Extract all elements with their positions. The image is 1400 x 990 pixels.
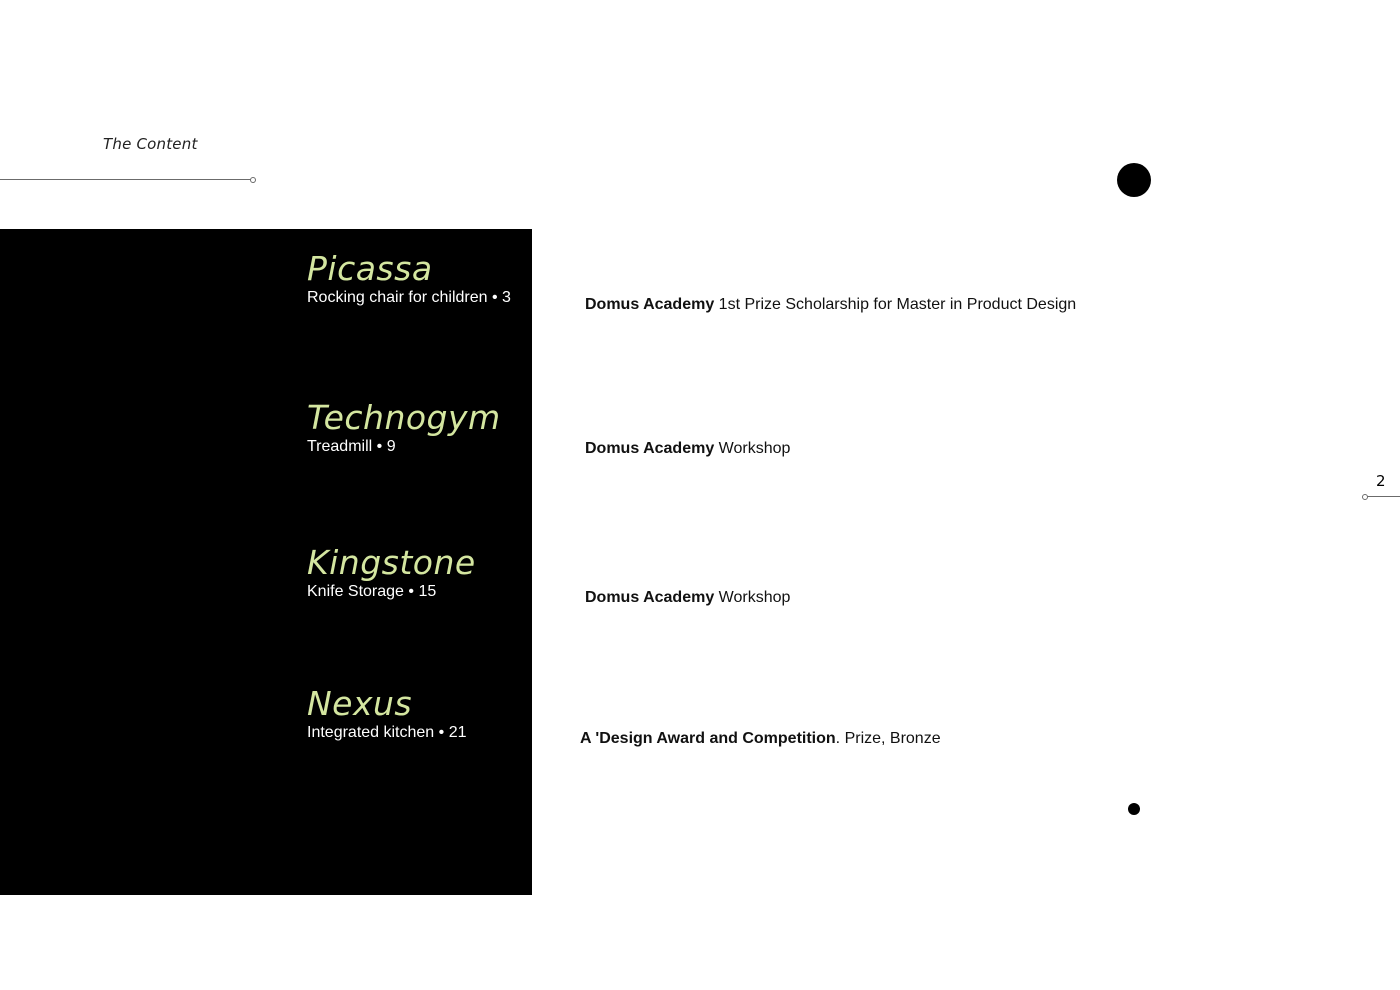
project-name: Kingstone	[307, 543, 476, 582]
award-organization: Domus Academy	[585, 296, 715, 313]
project-item-technogym[interactable]	[307, 400, 501, 456]
award-description: Workshop	[714, 440, 791, 457]
award-line	[585, 589, 790, 607]
award-organization: Domus Academy	[585, 589, 715, 606]
project-subtitle: Knife Storage • 15	[307, 583, 437, 600]
award-organization: A 'Design Award and Competition	[580, 730, 836, 747]
page-rule-node	[1362, 494, 1368, 500]
header-rule-node	[250, 177, 256, 183]
page-number: 2	[1376, 472, 1386, 490]
award-description: 1st Prize Scholarship for Master in Product Design	[714, 296, 1077, 313]
large-dot	[1117, 163, 1151, 197]
page-rule	[1367, 496, 1400, 497]
header-rule	[0, 179, 251, 180]
award-line	[585, 440, 790, 458]
award-description: . Prize, Bronze	[835, 730, 941, 747]
project-subtitle: Treadmill • 9	[307, 438, 396, 455]
project-name: Picassa	[307, 249, 433, 288]
project-subtitle: Integrated kitchen • 21	[307, 724, 467, 741]
section-title: The Content	[103, 135, 198, 153]
award-description: Workshop	[714, 589, 791, 606]
award-line	[580, 730, 941, 748]
award-organization: Domus Academy	[585, 440, 715, 457]
award-line	[585, 296, 1076, 314]
project-item-nexus[interactable]	[307, 686, 466, 742]
project-item-kingstone[interactable]	[307, 545, 476, 601]
project-subtitle: Rocking chair for children • 3	[307, 289, 511, 306]
project-name: Nexus	[307, 684, 413, 723]
project-item-picassa[interactable]	[307, 251, 511, 307]
project-name: Technogym	[307, 398, 501, 437]
small-dot	[1128, 803, 1140, 815]
